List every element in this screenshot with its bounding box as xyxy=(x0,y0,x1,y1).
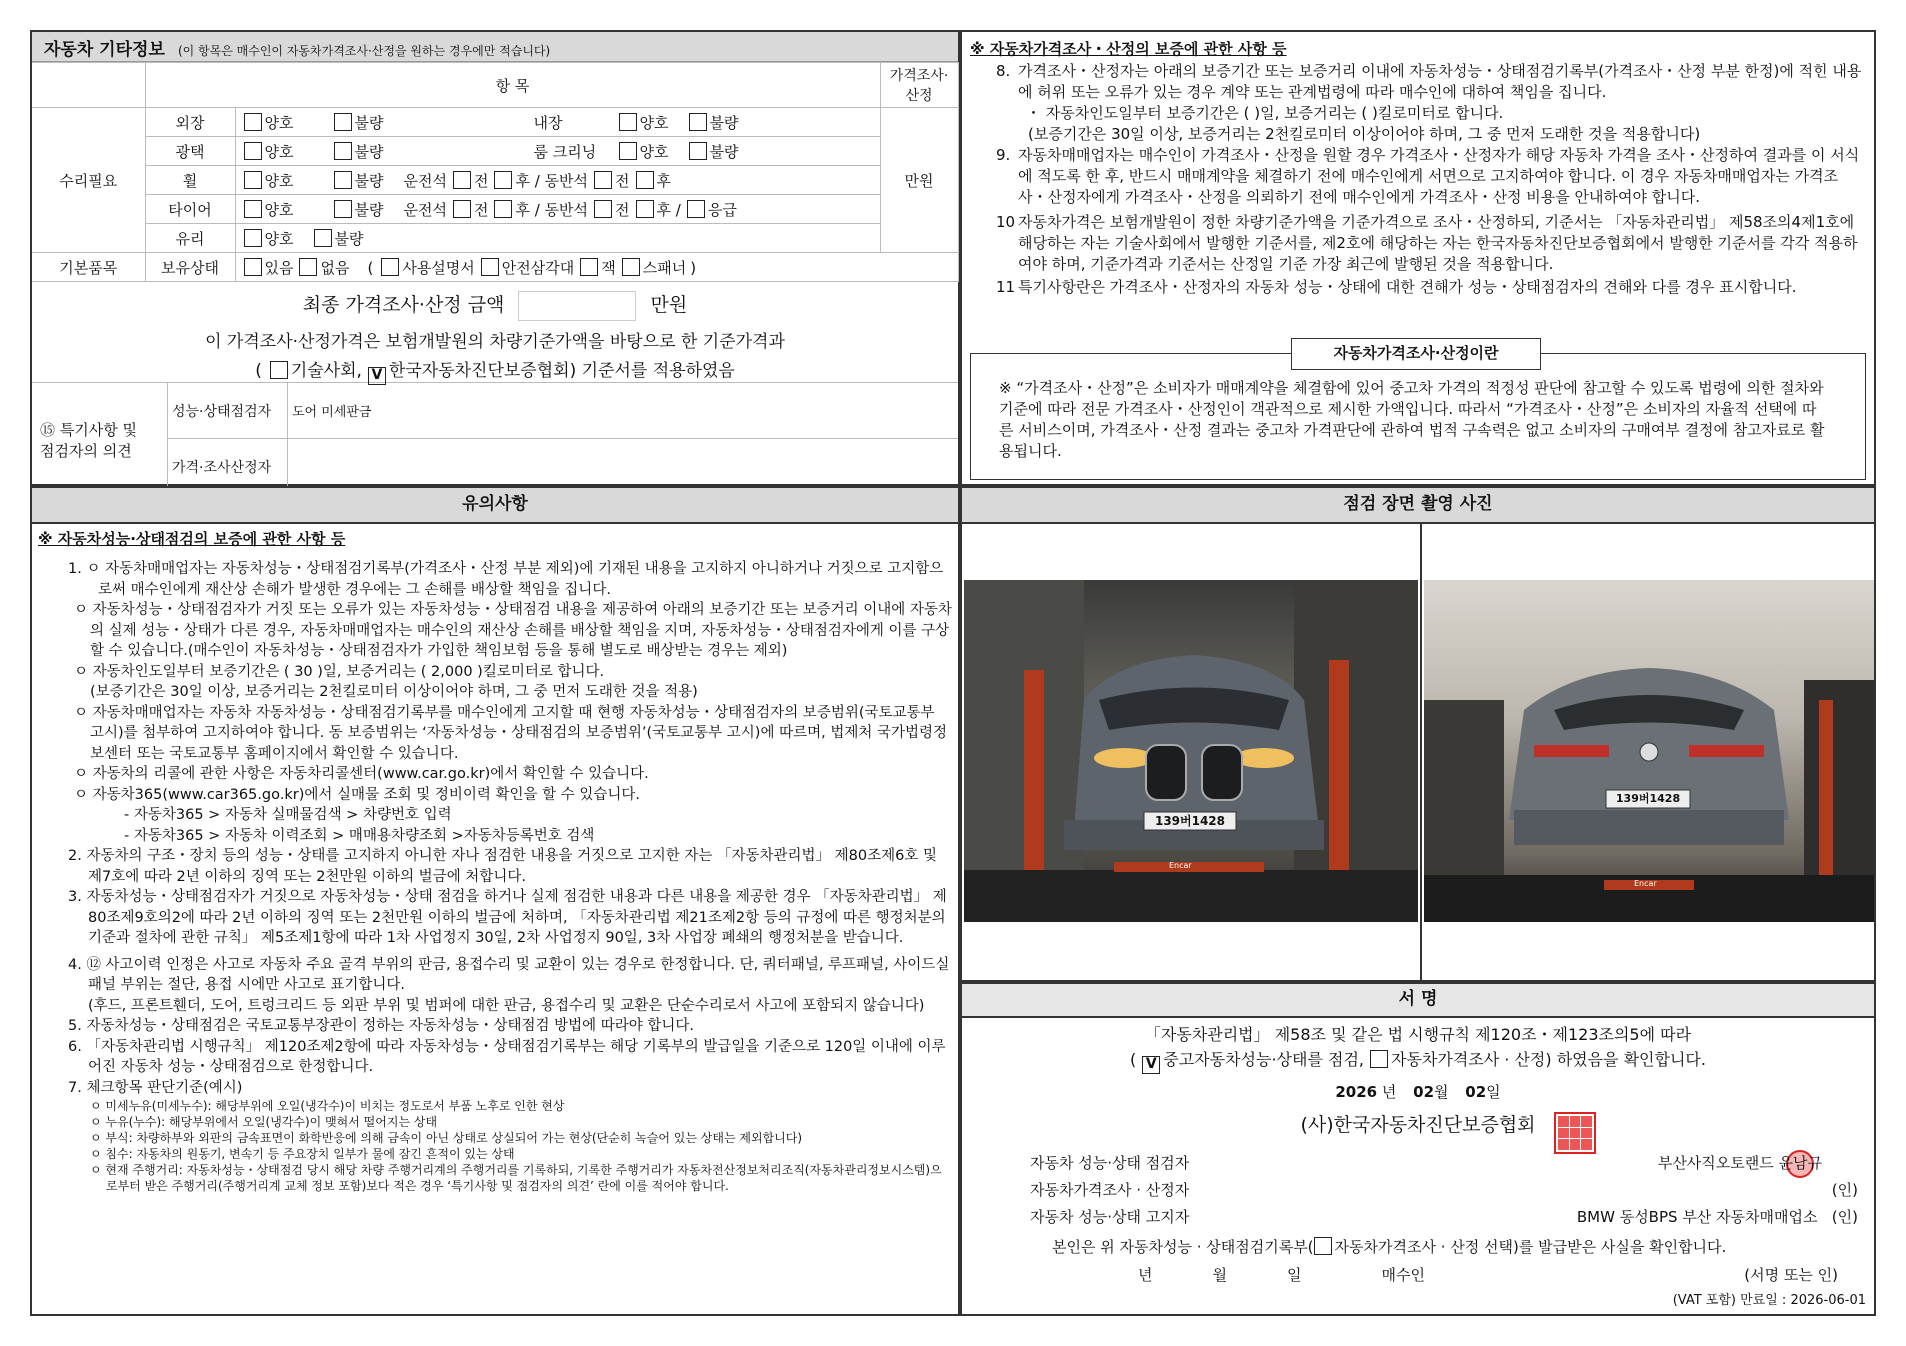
checkbox[interactable] xyxy=(299,258,317,276)
row-options: 양호 불량 운전석 전 후 / 동반석 전 후 xyxy=(235,166,880,195)
caution-line: 1. ㅇ 자동차매매업자는 자동차성능・상태점검기록부(가격조사・산정 부분 제외)에 기재된 내용을 고지하지 아니하거나 거짓으로 고지함으로써 매수인에게 재산상 손해가 발생한 경우에는 그 손해를 배상할 책임을 집니다. xyxy=(68,561,944,598)
row-label: 광택 xyxy=(145,137,235,166)
misc-info-panel xyxy=(30,30,960,486)
sign-law-line: 「자동차관리법」 제58조 및 같은 법 시행규칙 제120조・제123조의5에 따라 xyxy=(1144,1025,1692,1044)
final-price-label: 최종 가격조사·산정 금액 xyxy=(302,294,505,316)
criteria-line: ㅇ 누유(누수): 해당부위에서 오일(냉각수)이 맺혀서 떨어지는 상태 xyxy=(90,1115,438,1129)
checkbox[interactable] xyxy=(636,171,654,189)
row-label: 타이어 xyxy=(145,195,235,224)
col-item-header: 항 목 xyxy=(145,63,880,108)
warranty-item: 8. 가격조사・산정자는 아래의 보증기간 또는 보증거리 이내에 자동차성능・상태점검기록부(가격조사・산정 부분 한정)에 적힌 내용에 허위 또는 오류가 있는 경우 계약 또는 관계법령에 따라 매수인에 대하여 책임을 집니다. xyxy=(996,62,1862,101)
pricing-def-text: ※ “가격조사・산정”은 소비자가 매매계약을 체결함에 있어 중고차 가격의 적정성 판단에 참고할 수 있도록 법령에 의한 절차와 기준에 따라 전문 가격조사・산정인이 객관적으로 제시한 가액입니다. 따라서 “가격조사・산정”은 소비자의 자율적 선택에 따른 서비스이며, 가격조사・산정 결과는 중고차 가격판단에 관하여 법적 구속력은 없고 소비자의 구매여부 결정에 참고자료로 활용됩니다. xyxy=(999,379,1825,460)
caution-line: 4. ⑫ 사고이력 인정은 사고로 자동차 주요 골격 부위의 판금, 용접수리 및 교환이 있는 경우로 한정합니다. 단, 쿼터패널, 루프패널, 사이드실패널 부위는 절단, 용접 시에만 사고로 표기합니다. xyxy=(68,956,950,993)
photo-title: 점검 장면 촬영 사진 xyxy=(962,488,1874,524)
row-options: 양호 불량 룸 크리닝 양호 불량 xyxy=(235,137,880,166)
misc-header xyxy=(32,32,958,62)
caution-line: 2. 자동차의 구조・장치 등의 성능・상태를 고지하지 아니한 자나 점검한 내용을 거짓으로 고지한 자는 「자동차관리법」 제80조제6호 및 제7호에 따라 2년 이하의 징역 또는 2천만원 이하의 벌금에 처합니다. xyxy=(68,848,937,885)
caution-line: ㅇ 자동차365(www.car365.go.kr)에서 실매물 조회 및 정비이력 확인을 할 수 있습니다. xyxy=(74,786,641,803)
row-label: 유리 xyxy=(145,224,235,253)
checkbox[interactable] xyxy=(494,200,512,218)
rear-photo xyxy=(1424,580,1874,922)
final-price-section xyxy=(32,282,958,383)
price-unit: 만원 xyxy=(880,108,958,253)
basis-line1: 이 가격조사·산정가격은 보험개발원의 차량기준가액을 바탕으로 한 기준가격과 xyxy=(205,331,785,352)
checkbox[interactable] xyxy=(244,171,262,189)
checkbox[interactable] xyxy=(314,229,332,247)
checkbox[interactable] xyxy=(494,171,512,189)
final-price-input[interactable] xyxy=(518,291,636,321)
caution-line: - 자동차365 > 자동차 실매물검색 > 차량번호 입력 xyxy=(124,807,452,823)
checkbox-perf-check[interactable]: V xyxy=(1142,1056,1160,1074)
sign-date: 2026 년 02월 02일 xyxy=(1335,1083,1501,1101)
checkbox-receipt[interactable] xyxy=(1314,1237,1332,1255)
checkbox[interactable] xyxy=(244,113,262,131)
front-photo xyxy=(964,580,1418,922)
buyer-line: 년 월 일 매수인 (서명 또는 인) xyxy=(1138,1266,1838,1284)
sign-footer: (VAT 포함) 만료일 : 2026-06-01 xyxy=(1672,1293,1866,1308)
caution-line: 3. 자동차성능・상태점검자가 거짓으로 자동차성능・상태 점검을 하거나 실제 점검한 내용과 다른 내용을 제공한 경우 「자동차관리법」 제80조제9호의2에 따라 2년 이하의 징역 또는 2천만원 이하의 벌금에 처하며, 「자동차관리법 제21조제2항 등의 규정에 따른 행정처분의 기준과 절차에 관한 규칙」 제5조제1항에 따라 1차 사업정지 30일, 2차 사업정지 90일, 3차 사업장 폐쇄의 행정처분을 받습니다. xyxy=(68,889,947,946)
row-options: 양호 불량 운전석 전 후 / 동반석 전 후 / 응급 xyxy=(235,195,880,224)
caution-line: ㅇ 자동차성능・상태점검자가 거짓 또는 오류가 있는 자동차성능・상태점검 내용을 제공하여 아래의 보증기간 또는 보증거리 이내에 자동차의 실제 성능・상태가 다른 경우, 자동차매매업자는 매수인의 재산상 손해를 배상할 책임을 지며, 자동차성능・상태점검자에게 이를 구상할 수 있습니다.(매수인이 자동차성능・상태점검자가 가입한 책임보험 등을 통해 별도로 배상받는 경우는 제외) xyxy=(74,602,952,659)
receipt-line: 본인은 위 자동차성능 · 상태점검기록부( 자동차가격조사 · 산정 선택)를 발급받은 사실을 확인합니다. xyxy=(1052,1238,1727,1256)
checkbox[interactable] xyxy=(334,142,352,160)
checkbox[interactable] xyxy=(594,200,612,218)
perf-inspector-label: 성능·상태점검자 xyxy=(168,383,288,438)
front-plate: 139버1428 xyxy=(1154,814,1226,828)
caution-line: 6. 「자동차관리법 시행규칙」 제120조제2항에 따라 자동차성능・상태점검기록부는 해당 기록부의 발급일을 기준으로 120일 이내에 이루어진 자동차 성능・상태점검으로 한정합니다. xyxy=(68,1038,946,1075)
checkbox[interactable] xyxy=(594,171,612,189)
sign-row: 자동차 성능·상태 점검자 부산사직오토랜드 윤남규 xyxy=(1030,1154,1822,1172)
rear-plate: 139버1428 xyxy=(1615,792,1681,805)
checkbox[interactable] xyxy=(689,142,707,160)
warranty-title: ※ 자동차가격조사・산정의 보증에 관한 사항 등 xyxy=(970,40,1287,58)
sign-row: 자동차 성능·상태 고지자 BMW 동성BPS 부산 자동차매매업소 (인) xyxy=(1030,1208,1858,1226)
checkbox[interactable] xyxy=(622,258,640,276)
row-label: 휠 xyxy=(145,166,235,195)
price-inspector-label: 가격·조사산정자 xyxy=(168,439,288,494)
pricing-def-title: 자동차가격조사·산정이란 xyxy=(1291,338,1541,370)
perf-inspector-value: 도어 미세판금 xyxy=(292,405,372,420)
checkbox[interactable] xyxy=(453,171,471,189)
caution-line: ㅇ 자동차매매업자는 자동차 자동차성능・상태점검기록부를 매수인에게 고지할 때 현행 자동차성능・상태점검자의 보증범위(국토교통부 고시)를 첨부하여 고지하여야 합니다. 동 보증범위는 ‘자동차성능・상태점검의 보증범위’(국토교통부 고시)에 따르며, 법제처 국가법령정보센터 또는 국토교통부 홈페이지에서 확인할 수 있습니다. xyxy=(74,704,947,762)
sign-row: 자동차가격조사 · 산정자 (인) xyxy=(1030,1181,1858,1199)
misc-title: 자동차 기타정보 xyxy=(44,40,165,60)
warranty-item: (보증기간은 30일 이상, 보증거리는 2천킬로미터 이상이어야 하며, 그 중 먼저 도래한 것을 적용합니다) xyxy=(1028,125,1701,143)
checkbox[interactable] xyxy=(244,258,262,276)
checkbox[interactable] xyxy=(381,258,399,276)
checkbox[interactable] xyxy=(636,200,654,218)
sign-org: (사)한국자동차진단보증협회 xyxy=(1300,1114,1536,1136)
checkbox[interactable] xyxy=(580,258,598,276)
warranty-item: 10 자동차가격은 보험개발원이 정한 차량기준가액을 기준가격으로 조사・산정하되, 기준서는 「자동차관리법」 제58조의4제1호에 해당하는 자는 기술사회에서 발행한 기준서를, 제2호에 해당하는 자는 한국자동차진단보증협회에서 발행한 기준서를 각각 적용하여야 하며, 기준가격과 기준서는 산정일 기준 가장 최근에 발행된 것을 적용합니다. xyxy=(996,213,1858,273)
criteria-line: ㅇ 부식: 차량하부와 외판의 금속표면이 화학반응에 의해 금속이 아닌 상태로 상실되어 가는 현상(단순히 녹슬어 있는 상태는 제외합니다) xyxy=(90,1131,803,1145)
row-options: 양호 불량 내장 양호 불량 xyxy=(235,108,880,137)
sign-panel xyxy=(960,982,1876,1316)
caution-line: ㅇ 자동차인도일부터 보증기간은 ( 30 )일, 보증거리는 ( 2,000 )킬로미터로 합니다. xyxy=(74,663,605,680)
org-seal xyxy=(1554,1112,1596,1154)
basic-label: 기본품목 xyxy=(32,253,145,282)
photo-panel xyxy=(960,486,1876,982)
row-label: 외장 xyxy=(145,108,235,137)
row-label-b: 룸 크리닝 xyxy=(533,142,597,161)
row-label-b: 내장 xyxy=(533,113,563,132)
pricing-def-box xyxy=(970,344,1866,480)
col-price-header: 가격조사·산정 xyxy=(880,63,958,108)
sign-confirm-line: ( V 중고자동차성능·상태를 점검, 자동차가격조사 · 산정) 하였음을 확인합니다. xyxy=(1130,1050,1706,1072)
caution-line: (후드, 프론트휀더, 도어, 트렁크리드 등 외판 부위 및 범퍼에 대한 판금, 용접수리 및 교환은 단순수리로서 사고에 포함되지 않습니다) xyxy=(88,997,925,1014)
warranty-item: ・ 자동차인도일부터 보증기간은 ( )일, 보증거리는 ( )킬로미터로 합니다. xyxy=(1026,104,1504,122)
row-options: 양호 불량 xyxy=(235,224,880,253)
checkbox[interactable] xyxy=(619,142,637,160)
front-car-svg xyxy=(964,580,1418,922)
criteria-line: ㅇ 침수: 자동차의 원동기, 변속기 등 주요장치 일부가 물에 잠긴 흔적이 있는 상태 xyxy=(90,1147,515,1161)
checkbox[interactable] xyxy=(453,200,471,218)
rear-brand: Encar xyxy=(1634,879,1657,888)
checkbox[interactable] xyxy=(334,113,352,131)
basis-line2: ( 기술사회, V 한국자동차진단보증협회) 기준서를 적용하였음 xyxy=(255,360,735,383)
rear-car-svg xyxy=(1424,580,1874,922)
criteria-line: ㅇ 미세누유(미세누수): 해당부위에 오일(냉각수)이 비치는 정도로서 부품 노후로 인한 현상 xyxy=(90,1099,565,1113)
criteria-line: ㅇ 현재 주행거리: 자동차성능・상태점검 당시 해당 차량 주행거리계의 주행거리를 기록하되, 기록한 주행거리가 자동차전산정보처리조직(자동차관리정보시스템)으로부터 받은 주행거리(주행거리계 교체 정보 포함)보다 적은 경우 ‘특기사항 및 점검자의 의견’ 란에 이를 적어야 합니다. xyxy=(90,1163,942,1193)
final-price-unit: 만원 xyxy=(650,294,688,316)
caution-line: 7. 체크항목 판단기준(예시) xyxy=(68,1079,243,1096)
repair-label: 수리필요 xyxy=(32,108,145,253)
checkbox[interactable] xyxy=(244,229,262,247)
checkbox[interactable] xyxy=(244,142,262,160)
warranty-item: 9. 자동차매매업자는 매수인이 가격조사・산정을 원할 경우 가격조사・산정자가 해당 자동차 가격을 조사・산정하여 결과를 이 서식에 적도록 한 후, 반드시 매매계약을 체결하기 전에 매수인에게 서면으로 고지하여야 합니다. 이 경우 자동차매매업자는 가격조사・산정자에게 가격조사・산정을 의뢰하기 전에 매수인에게 가격조사・산정 비용을 안내하여야 합니다. xyxy=(996,146,1860,206)
special-section xyxy=(32,383,958,496)
checkbox[interactable] xyxy=(689,113,707,131)
caution-line: 5. 자동차성능・상태점검은 국토교통부장관이 정하는 자동차성능・상태점검 방법에 따라야 합니다. xyxy=(68,1018,694,1034)
own-label: 보유상태 xyxy=(145,253,235,282)
checkbox-tech-society[interactable] xyxy=(270,361,288,379)
caution-line: (보증기간은 30일 이상, 보증거리는 2천킬로미터 이상이어야 하며, 그 중 먼저 도래한 것을 적용) xyxy=(90,684,698,700)
caution-line: - 자동차365 > 자동차 이력조회 > 매매용차량조회 >자동차등록번호 검색 xyxy=(124,827,595,844)
photo-divider xyxy=(1420,524,1422,980)
special-label: ⑮ 특기사항 및 점검자의 의견 xyxy=(32,383,168,496)
checkbox[interactable] xyxy=(334,200,352,218)
checkbox-kadia[interactable]: V xyxy=(368,367,386,385)
sign-title: 서 명 xyxy=(962,984,1874,1018)
checkbox[interactable] xyxy=(481,258,499,276)
basic-options: 있음 없음 ( 사용설명서 안전삼각대 잭 스패너 ) xyxy=(235,253,958,282)
checkbox[interactable] xyxy=(334,171,352,189)
checkbox[interactable] xyxy=(687,200,705,218)
caution-subtitle: ※ 자동차성능·상태점검의 보증에 관한 사항 등 xyxy=(38,530,346,548)
warranty-item: 11 특기사항란은 가격조사・산정자의 자동차 성능・상태에 대한 견해가 성능・상태점검자의 견해와 다를 경우 표시합니다. xyxy=(996,278,1797,296)
checkbox-price-check[interactable] xyxy=(1370,1050,1388,1068)
checkbox[interactable] xyxy=(244,200,262,218)
caution-panel xyxy=(30,486,960,1316)
warranty-panel xyxy=(960,30,1876,486)
caution-title: 유의사항 xyxy=(32,488,958,524)
misc-table xyxy=(32,62,959,282)
front-brand: Encar xyxy=(1169,861,1192,870)
checkbox[interactable] xyxy=(619,113,637,131)
caution-line: ㅇ 자동차의 리콜에 관한 사항은 자동차리콜센터(www.car.go.kr)에서 확인할 수 있습니다. xyxy=(74,766,649,782)
misc-note: (이 항목은 매수인이 자동차가격조사·산정을 원하는 경우에만 적습니다) xyxy=(177,44,551,58)
